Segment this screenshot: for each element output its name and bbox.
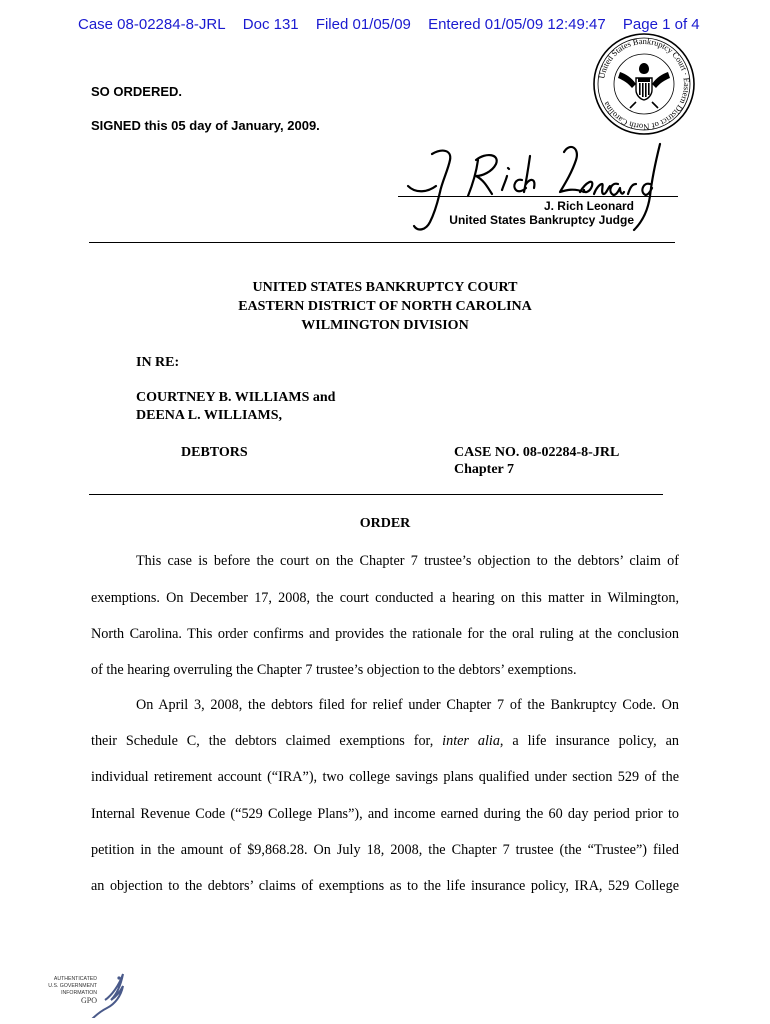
court-seal-icon bbox=[592, 20, 696, 138]
body-line bbox=[91, 733, 679, 750]
body-line: This case is before the court on the Chapter 7 trustee’s objection to the debtors’ claim of bbox=[136, 553, 679, 569]
debtors-label: DEBTORS bbox=[181, 445, 248, 460]
body-line: individual retirement account (“IRA”), two college savings plans qualified under section 529 of the bbox=[91, 769, 679, 785]
body-line: petition in the amount of $9,868.28. On July 18, 2008, the Chapter 7 trustee (the “Trustee”) filed bbox=[91, 842, 679, 858]
court-name: UNITED STATES BANKRUPTCY COURT bbox=[252, 280, 518, 295]
gpo-line: INFORMATION bbox=[61, 990, 97, 996]
gpo-line: U.S. GOVERNMENT bbox=[48, 983, 97, 989]
judge-title: United States Bankruptcy Judge bbox=[449, 213, 634, 227]
signature-line bbox=[398, 196, 678, 197]
body-line: On April 3, 2008, the debtors filed for relief under Chapter 7 of the Bankruptcy Code. On bbox=[136, 697, 679, 713]
signed-date-line: SIGNED this 05 day of January, 2009. bbox=[91, 118, 320, 133]
section-divider bbox=[89, 242, 675, 243]
header-entered-date: Entered 01/05/09 12:49:47 bbox=[428, 16, 606, 33]
header-doc-number: Doc 131 bbox=[242, 16, 299, 33]
seal-text: United States Bankruptcy Court · Eastern District of North Carolina bbox=[597, 36, 692, 132]
body-line: Internal Revenue Code (“529 College Plans”), and income earned during the 60 day period prior to bbox=[91, 806, 679, 822]
header-case-number: Case 08-02284-8-JRL bbox=[78, 16, 226, 33]
court-district: EASTERN DISTRICT OF NORTH CAROLINA bbox=[238, 299, 532, 314]
so-ordered-label: SO ORDERED. bbox=[91, 84, 183, 99]
header-filed-date: Filed 01/05/09 bbox=[315, 16, 411, 33]
gpo-line: GPO bbox=[80, 996, 97, 1005]
body-line-segment: their Schedule C, the debtors claimed exemptions for, bbox=[91, 733, 434, 749]
header-page-number: Page 1 of 4 bbox=[622, 16, 700, 33]
debtor-name-line: COURTNEY B. WILLIAMS and bbox=[136, 390, 336, 405]
chapter-label: Chapter 7 bbox=[454, 462, 515, 477]
court-division: WILMINGTON DIVISION bbox=[301, 318, 469, 333]
case-number: CASE NO. 08-02284-8-JRL bbox=[454, 445, 620, 460]
caption-divider bbox=[89, 494, 663, 495]
order-title: ORDER bbox=[359, 516, 411, 531]
gpo-line: AUTHENTICATED bbox=[53, 976, 97, 982]
debtor-name-line: DEENA L. WILLIAMS, bbox=[136, 408, 283, 423]
in-re-label: IN RE: bbox=[136, 355, 180, 370]
body-line: of the hearing overruling the Chapter 7 trustee’s objection to the debtors’ exemptions. bbox=[91, 662, 577, 678]
gpo-authenticated-logo bbox=[35, 970, 130, 1018]
body-line: an objection to the debtors’ claims of exemptions as to the life insurance policy, IRA, 529 College bbox=[91, 878, 679, 894]
judge-name: J. Rich Leonard bbox=[543, 199, 634, 213]
body-line: exemptions. On December 17, 2008, the court conducted a hearing on this matter in Wilmington, bbox=[91, 590, 679, 606]
body-line-segment: , a life insurance policy, an bbox=[499, 733, 680, 749]
body-line: North Carolina. This order confirms and provides the rationale for the oral ruling at the conclusion bbox=[91, 626, 679, 642]
body-line-italic: inter alia bbox=[442, 733, 500, 749]
